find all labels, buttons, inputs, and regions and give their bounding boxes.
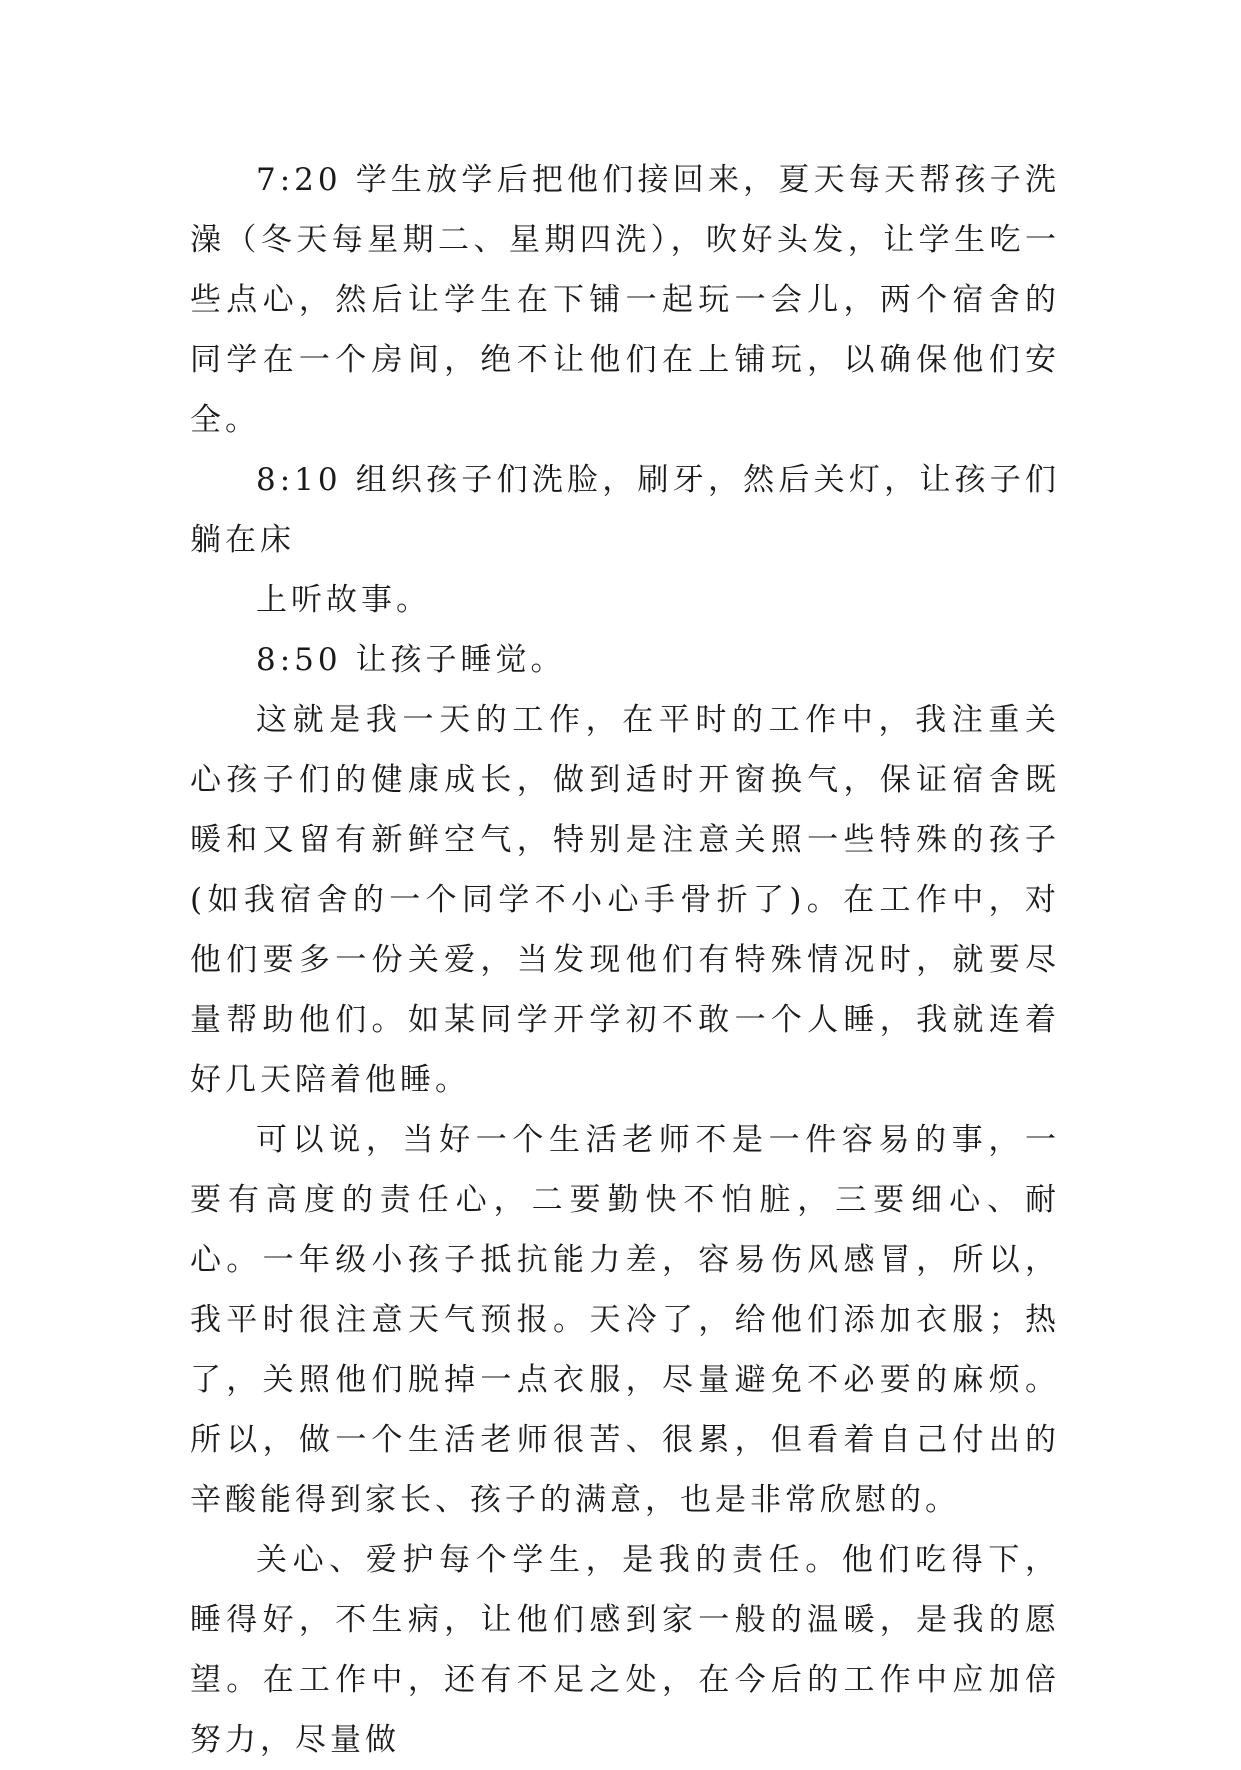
- paragraph-story-time: 上听故事。: [256, 582, 431, 618]
- paragraph-evening-pickup: 7:20 学生放学后把他们接回来，夏天每天帮孩子洗澡（冬天每星期二、星期四洗），吹好头发，让学生吃一些点心，然后让学生在下铺一起玩一会儿，两个宿舍的同学在一个房间，绝不让他们在上铺玩，以确保他们安全。: [190, 162, 1060, 438]
- paragraph-closing: 关心、爱护每个学生，是我的责任。他们吃得下，睡得好，不生病，让他们感到家一般的温暖，是我的愿望。在工作中，还有不足之处，在今后的工作中应加倍努力，尽量做: [190, 1542, 1060, 1758]
- paragraph-responsibility: 可以说，当好一个生活老师不是一件容易的事，一要有高度的责任心，二要勤快不怕脏，三要细心、耐心。一年级小孩子抵抗能力差，容易伤风感冒，所以，我平时很注意天气预报。天冷了，给他们添加衣服；热了，关照他们脱掉一点衣服，尽量避免不必要的麻烦。所以，做一个生活老师很苦、很累，但看着自己付出的辛酸能得到家长、孩子的满意，也是非常欣慰的。: [190, 1122, 1060, 1518]
- document-body: [190, 150, 1060, 1770]
- paragraph-bedtime: 8:50 让孩子睡觉。: [256, 642, 566, 678]
- paragraph-wash-routine: 8:10 组织孩子们洗脸，刷牙，然后关灯，让孩子们躺在床: [190, 462, 1060, 558]
- paragraph-daily-work: 这就是我一天的工作，在平时的工作中，我注重关心孩子们的健康成长，做到适时开窗换气，保证宿舍既暖和又留有新鲜空气，特别是注意关照一些特殊的孩子(如我宿舍的一个同学不小心手骨折了)。在工作中，对他们要多一份关爱，当发现他们有特殊情况时，就要尽量帮助他们。如某同学开学初不敢一个人睡，我就连着好几天陪着他睡。: [190, 702, 1060, 1098]
